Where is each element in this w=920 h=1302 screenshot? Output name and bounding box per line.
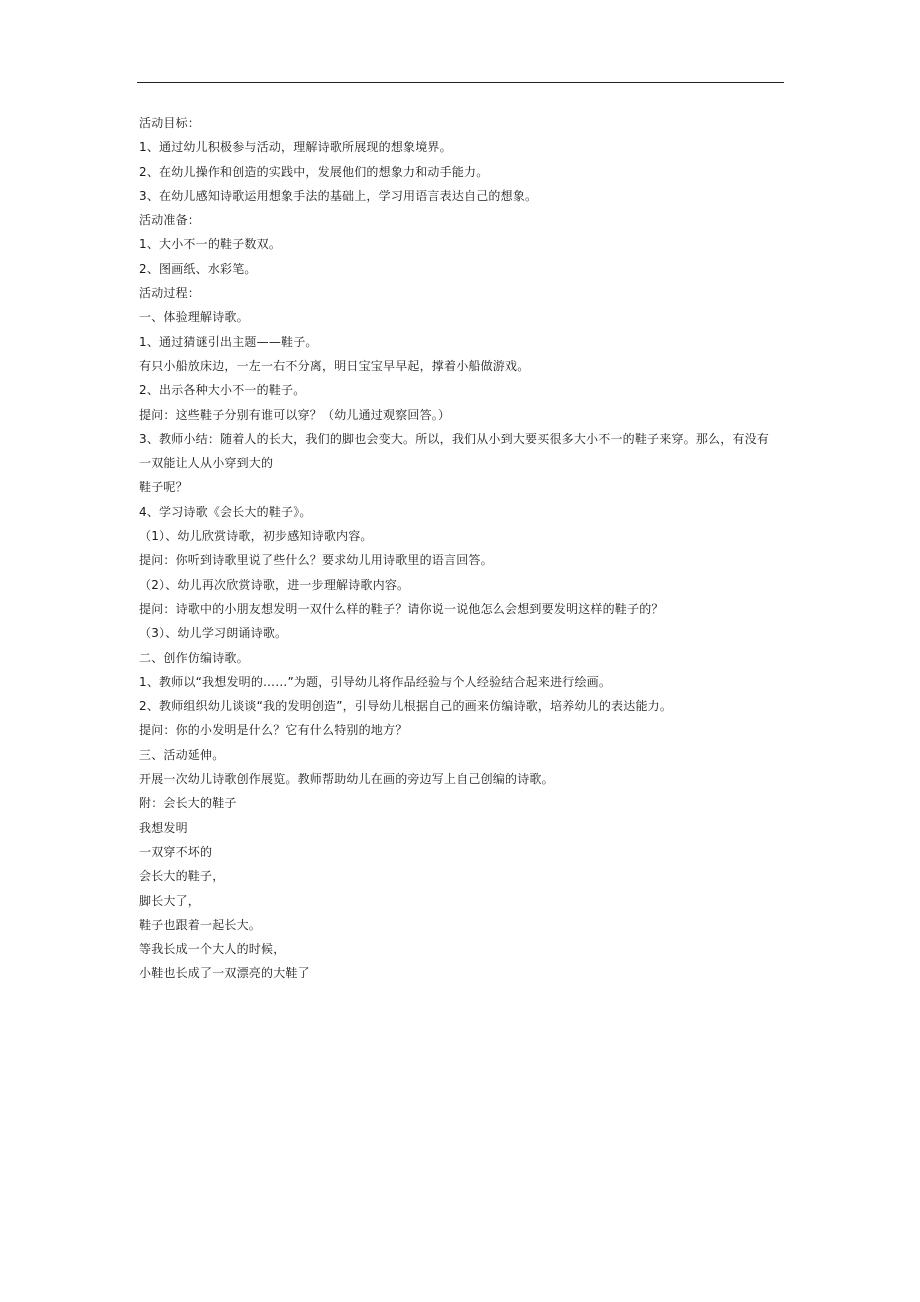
text-line: 一双能让人从小穿到大的 [139,456,274,471]
text-line: 提问：你的小发明是什么？它有什么特别的地方？ [139,723,408,738]
text-line: 2、教师组织幼儿谈谈“我的发明创造”，引导幼儿根据自己的画来仿编诗歌，培养幼儿的表达能力。 [139,699,673,714]
poem-line: 小鞋也长成了一双漂亮的大鞋了 [139,966,310,981]
text-line: （1）、幼儿欣赏诗歌，初步感知诗歌内容。 [139,529,373,544]
text-line: 三、活动延伸。 [139,747,225,762]
text-line: 1、通过猜谜引出主题——鞋子。 [139,334,318,349]
text-line: 一、体验理解诗歌。 [139,310,249,325]
text-line: 3、教师小结：随着人的长大，我们的脚也会变大。所以，我们从小到大要买很多大小不一的鞋子来穿。那么，有没有 [139,431,770,446]
poem-line: 鞋子也跟着一起长大。 [139,917,262,932]
document-body [139,111,785,986]
text-line: 2、图画纸、水彩笔。 [139,261,257,276]
text-line: 开展一次幼儿诗歌创作展览。教师帮助幼儿在画的旁边写上自己创编的诗歌。 [139,772,554,787]
poem-line: 等我长成一个大人的时候， [139,942,286,957]
text-line: 4、学习诗歌《会长大的鞋子》。 [139,504,312,519]
poem-line: 会长大的鞋子， [139,869,225,884]
text-line: 二、创作仿编诗歌。 [139,650,249,665]
text-line: 1、通过幼儿积极参与活动，理解诗歌所展现的想象境界。 [139,140,452,155]
text-line: 有只小船放床边，一左一右不分离，明日宝宝早早起，撑着小船做游戏。 [139,358,530,373]
text-line: 提问：诗歌中的小朋友想发明一双什么样的鞋子？请你说一说他怎么会想到要发明这样的鞋子的？ [139,601,664,616]
text-line: 提问：这些鞋子分别有谁可以穿？（幼儿通过观察回答。） [139,407,451,422]
text-line: 1、教师以“我想发明的……”为题，引导幼儿将作品经验与个人经验结合起来进行绘画。 [139,674,612,689]
text-line: （3）、幼儿学习朗诵诗歌。 [139,626,288,641]
text-line: 2、在幼儿操作和创造的实践中，发展他们的想象力和动手能力。 [139,164,489,179]
section-heading-preparation: 活动准备： [139,213,201,228]
section-heading-goals: 活动目标： [139,116,201,130]
text-line: 1、大小不一的鞋子数双。 [139,237,282,252]
text-line: 3、在幼儿感知诗歌运用想象手法的基础上，学习用语言表达自己的想象。 [139,188,538,203]
section-heading-process: 活动过程： [139,286,201,301]
text-line: 提问：你听到诗歌里说了些什么？要求幼儿用诗歌里的语言回答。 [139,553,493,568]
poem-line: 一双穿不坏的 [139,844,213,859]
poem-line: 我想发明 [139,820,188,835]
text-line: （2）、幼儿再次欣赏诗歌，进一步理解诗歌内容。 [139,577,410,592]
poem-title: 附：会长大的鞋子 [139,796,237,811]
header-rule [137,82,784,83]
text-line: 鞋子呢？ [139,480,188,495]
text-line: 2、出示各种大小不一的鞋子。 [139,383,306,398]
poem-line: 脚长大了， [139,893,201,908]
